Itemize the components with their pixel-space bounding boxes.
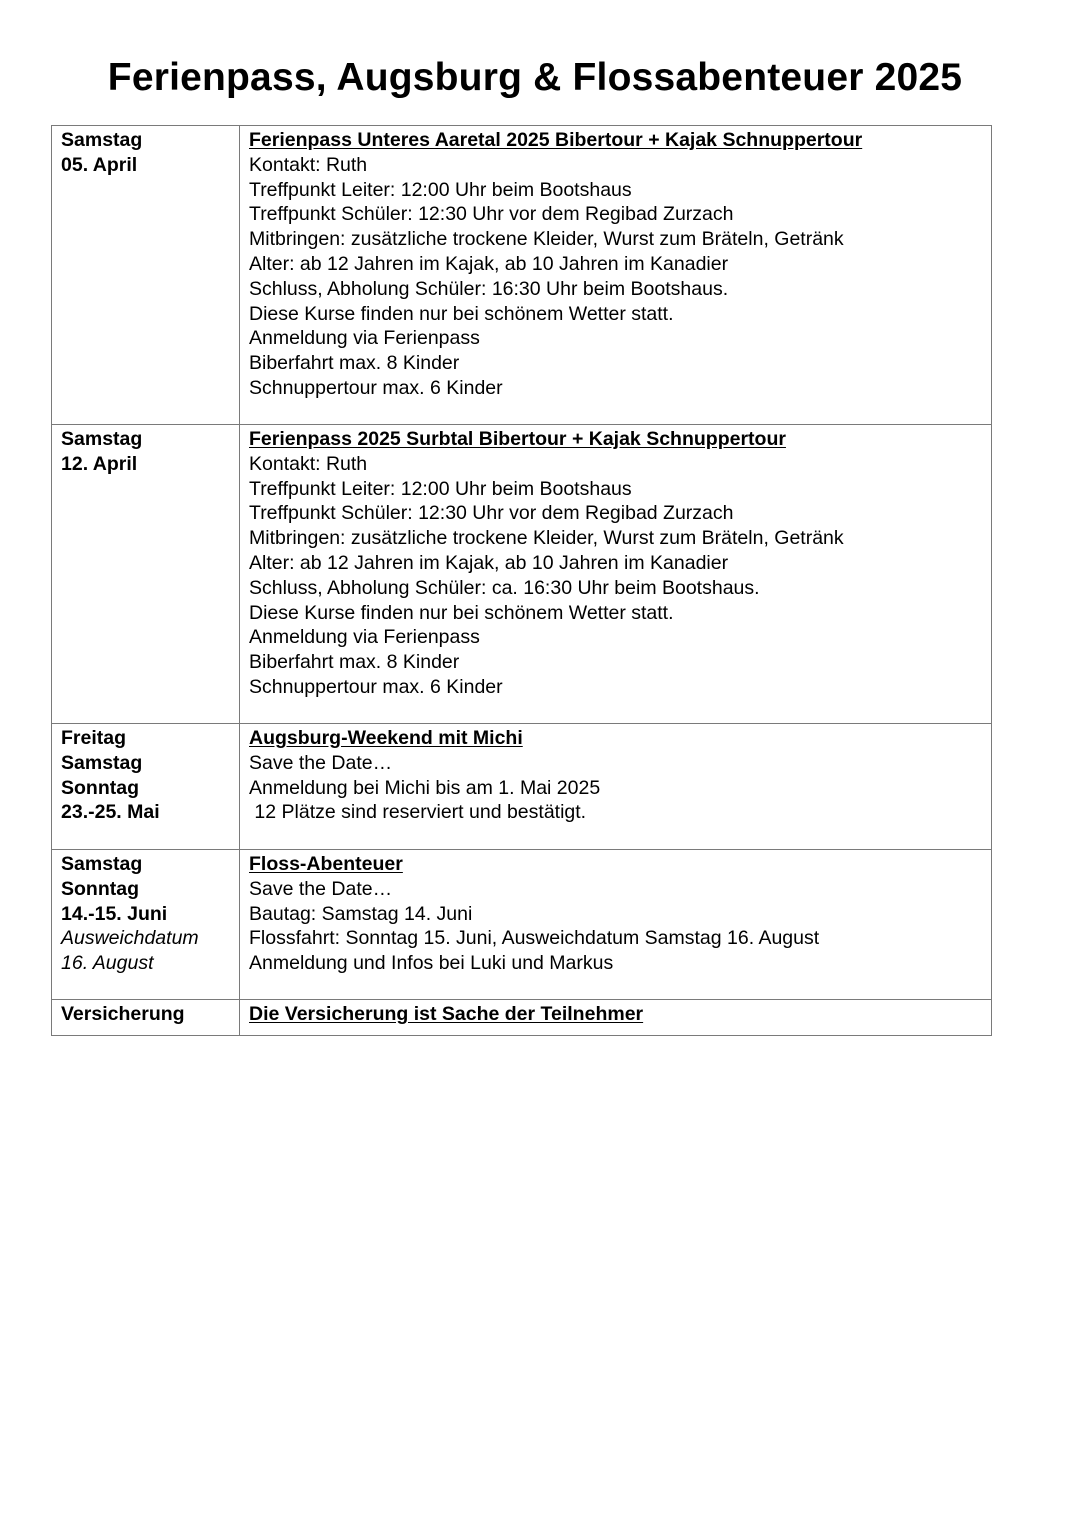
table-row — [52, 850, 992, 1000]
details-cell — [240, 724, 992, 850]
detail-line: Alter: ab 12 Jahren im Kajak, ab 10 Jahren im Kanadier — [249, 252, 729, 275]
date-line: Samstag — [61, 751, 143, 774]
date-line: Samstag — [61, 129, 143, 151]
date-line: 05. April — [61, 153, 138, 176]
detail-line: Mitbringen: zusätzliche trockene Kleider, Wurst zum Bräteln, Getränk — [249, 527, 844, 550]
table-row — [52, 1000, 992, 1036]
detail-line: Save the Date… — [249, 877, 393, 900]
table-row — [52, 126, 992, 425]
detail-line: Anmeldung und Infos bei Luki und Markus — [249, 952, 614, 975]
details-cell — [240, 126, 992, 425]
detail-line: Treffpunkt Schüler: 12:30 Uhr vor dem Regibad Zurzach — [249, 203, 734, 226]
detail-line: Biberfahrt max. 8 Kinder — [249, 651, 460, 674]
detail-line: Save the Date… — [249, 751, 393, 774]
detail-line: Alter: ab 12 Jahren im Kajak, ab 10 Jahren im Kanadier — [249, 551, 729, 574]
detail-line: 12 Plätze sind reserviert und bestätigt. — [249, 801, 587, 824]
details-cell — [240, 425, 992, 724]
date-cell — [52, 425, 240, 724]
event-heading: Die Versicherung ist Sache der Teilnehmer — [249, 1003, 644, 1025]
details-cell — [240, 1000, 992, 1036]
date-line: 12. April — [61, 452, 138, 475]
detail-line: Diese Kurse finden nur bei schönem Wetter statt. — [249, 601, 674, 624]
detail-line: Kontakt: Ruth — [249, 452, 368, 475]
detail-line: Treffpunkt Leiter: 12:00 Uhr beim Bootshaus — [249, 178, 632, 201]
detail-line: Flossfahrt: Sonntag 15. Juni, Ausweichdatum Samstag 16. August — [249, 927, 820, 950]
detail-line: Anmeldung bei Michi bis am 1. Mai 2025 — [249, 776, 601, 799]
detail-line: Schnuppertour max. 6 Kinder — [249, 376, 503, 399]
page-title: Ferienpass, Augsburg & Flossabenteuer 2025 — [107, 56, 963, 99]
detail-line: Treffpunkt Leiter: 12:00 Uhr beim Bootshaus — [249, 477, 632, 500]
table-row — [52, 724, 992, 850]
date-line: Sonntag — [61, 776, 139, 799]
date-line: Samstag — [61, 428, 143, 450]
detail-line: Mitbringen: zusätzliche trockene Kleider, Wurst zum Bräteln, Getränk — [249, 228, 844, 251]
date-cell — [52, 126, 240, 425]
detail-line: Biberfahrt max. 8 Kinder — [249, 352, 460, 375]
table-row — [52, 425, 992, 724]
event-heading: Ferienpass 2025 Surbtal Bibertour + Kajak Schnuppertour — [249, 428, 786, 450]
date-line: Versicherung — [61, 1003, 185, 1025]
alternate-date-line: Ausweichdatum — [61, 927, 199, 950]
detail-line: Treffpunkt Schüler: 12:30 Uhr vor dem Regibad Zurzach — [249, 502, 734, 525]
detail-line: Schnuppertour max. 6 Kinder — [249, 675, 503, 698]
date-cell — [52, 850, 240, 1000]
event-heading: Augsburg-Weekend mit Michi — [249, 727, 523, 749]
event-heading: Ferienpass Unteres Aaretal 2025 Bibertour + Kajak Schnuppertour — [249, 129, 863, 151]
schedule-table — [51, 125, 992, 1036]
detail-line: Anmeldung via Ferienpass — [249, 327, 480, 350]
date-line: 23.-25. Mai — [61, 801, 160, 824]
date-cell — [52, 1000, 240, 1036]
detail-line: Anmeldung via Ferienpass — [249, 626, 480, 649]
detail-line: Diese Kurse finden nur bei schönem Wetter statt. — [249, 302, 674, 325]
date-line: Samstag — [61, 853, 143, 875]
detail-line: Bautag: Samstag 14. Juni — [249, 902, 473, 925]
details-cell — [240, 850, 992, 1000]
date-line: Sonntag — [61, 877, 139, 900]
date-cell — [52, 724, 240, 850]
alternate-date-line: 16. August — [61, 952, 154, 975]
date-line: 14.-15. Juni — [61, 902, 168, 925]
date-line: Freitag — [61, 727, 127, 749]
detail-line: Schluss, Abholung Schüler: 16:30 Uhr beim Bootshaus. — [249, 277, 729, 300]
detail-line: Kontakt: Ruth — [249, 153, 368, 176]
event-heading: Floss-Abenteuer — [249, 853, 403, 875]
detail-line: Schluss, Abholung Schüler: ca. 16:30 Uhr beim Bootshaus. — [249, 576, 760, 599]
